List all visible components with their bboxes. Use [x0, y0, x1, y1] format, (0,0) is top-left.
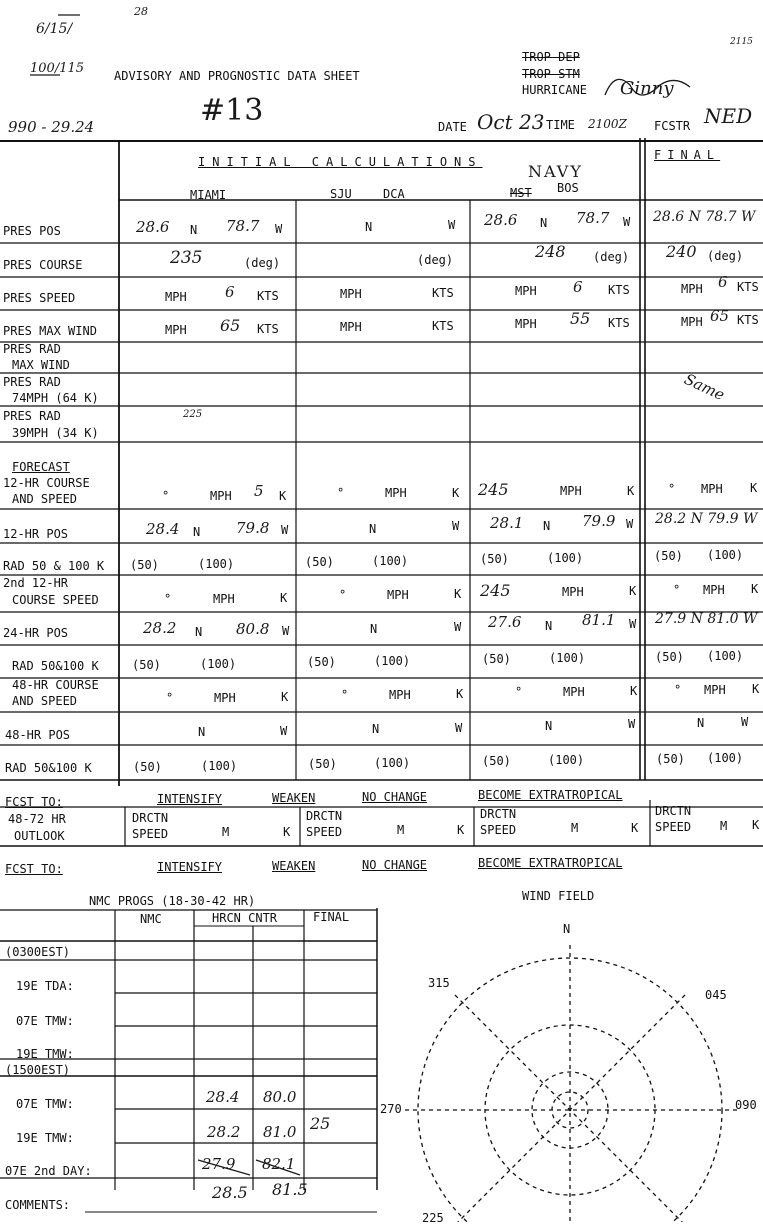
- option-extratropical: BECOME EXTRATROPICAL: [478, 788, 623, 802]
- initial-calculations-heading: INITIAL CALCULATIONS: [198, 155, 483, 169]
- cell-unit-r50: (50): [654, 549, 683, 563]
- progs-row-label: 19E TMW:: [16, 1131, 74, 1145]
- cell-unit-deg-sign: °: [166, 691, 174, 705]
- hw-final-pos: 28.6 N 78.7 W: [653, 209, 756, 225]
- type-option-trop-dep: TROP DEP: [522, 50, 580, 64]
- progs-row-label: 19E TDA:: [16, 979, 74, 993]
- cell-unit-r100: (100): [201, 759, 238, 773]
- cell-unit-w: W: [628, 717, 636, 731]
- m-label: M: [222, 825, 230, 839]
- time-label: TIME: [546, 118, 575, 132]
- comments-label: COMMENTS:: [5, 1198, 71, 1212]
- cell-unit-r50: (50): [308, 757, 337, 771]
- cell-unit-kts: KTS: [257, 322, 279, 336]
- cell-unit-deg-sign: °: [162, 489, 170, 503]
- hw-final-wind: 65: [710, 307, 730, 325]
- cell-unit-k: K: [627, 484, 635, 498]
- cell-unit-mph: MPH: [515, 317, 537, 331]
- cell-unit-mph: MPH: [701, 482, 723, 496]
- option-no-change: NO CHANGE: [362, 790, 428, 804]
- fcstr-label: FCSTR: [654, 119, 691, 133]
- cell-unit-deg: (deg): [593, 250, 630, 264]
- cell-unit-deg-sign: °: [674, 683, 682, 697]
- cell-unit-mph: MPH: [340, 320, 362, 334]
- row-label-48hr-course-b: AND SPEED: [12, 694, 78, 708]
- hw-navy-pos-w: 78.7: [576, 209, 610, 227]
- row-label-2nd-12hr-b: COURSE SPEED: [12, 593, 99, 607]
- cell-unit-r100: (100): [548, 753, 585, 767]
- final-heading: FINAL: [654, 148, 721, 162]
- option-no-change-2: NO CHANGE: [362, 858, 428, 872]
- cell-unit-deg-sign: °: [515, 685, 523, 699]
- wind-label-090: 090: [735, 1098, 757, 1112]
- wind-label-225: 225: [422, 1211, 444, 1225]
- cell-unit-w: W: [282, 624, 290, 638]
- cell-unit-k: K: [279, 489, 287, 503]
- m-label: M: [720, 819, 728, 833]
- cell-unit-r100: (100): [707, 751, 744, 765]
- hw-miami-speed: 6: [225, 283, 235, 301]
- hw-miami-24w: 80.8: [236, 620, 270, 638]
- cell-unit-w: W: [455, 721, 463, 735]
- col-sju: SJU: [330, 187, 352, 201]
- hw-final-speed: 6: [718, 273, 728, 291]
- progs-section-0300: (0300EST): [5, 945, 71, 959]
- cell-unit-mph: MPH: [385, 486, 407, 500]
- cell-unit-k: K: [456, 687, 464, 701]
- hw-miami-rad39: 225: [183, 409, 203, 420]
- cell-unit-mph: MPH: [214, 691, 236, 705]
- cell-unit-r50: (50): [133, 760, 162, 774]
- hw-progs-r6b: 82.1: [262, 1155, 296, 1173]
- cell-unit-deg-sign: °: [673, 583, 681, 597]
- hw-progs-r5b: 81.0: [263, 1123, 297, 1141]
- hw-topleft-1: 6/15/: [36, 21, 73, 37]
- row-label-pres-rad-3b: 39MPH (34 K): [12, 426, 99, 440]
- progs-title: NMC PROGS (18-30-42 HR): [89, 894, 256, 908]
- row-label-48hr-pos: 48-HR POS: [5, 728, 71, 742]
- cell-unit-mph: MPH: [560, 484, 582, 498]
- cell-unit-mph: MPH: [213, 592, 235, 606]
- hw-miami-12spd: 5: [254, 482, 264, 500]
- cell-unit-r100: (100): [547, 551, 584, 565]
- hw-miami-pos-w: 78.7: [226, 217, 260, 235]
- row-label-pres-rad-1: PRES RAD: [3, 342, 61, 356]
- row-label-48hr-course: 48-HR COURSE: [12, 678, 99, 692]
- row-label-pres-rad-2: PRES RAD: [3, 375, 61, 389]
- hw-final-12: 28.2 N 79.9 W: [655, 511, 758, 527]
- date-label: DATE: [438, 120, 467, 134]
- cell-unit-mph: MPH: [165, 323, 187, 337]
- col-dca: DCA: [383, 187, 405, 201]
- cell-unit-w: W: [280, 724, 288, 738]
- k-label: K: [457, 823, 465, 837]
- hw-progs-r6a: 27.9: [202, 1155, 236, 1173]
- row-label-forecast: FORECAST: [12, 460, 70, 474]
- cell-unit-r100: (100): [374, 654, 411, 668]
- progs-col-nmc: NMC: [140, 912, 162, 926]
- row-label-forecast-2: 12-HR COURSE: [3, 476, 90, 490]
- type-option-hurricane: HURRICANE: [522, 83, 588, 97]
- cell-unit-n: N: [540, 216, 548, 230]
- hw-navy-speed: 6: [573, 278, 583, 296]
- progs-row-label: 07E TMW:: [16, 1097, 74, 1111]
- cell-unit-r100: (100): [198, 557, 235, 571]
- cell-unit-kts: KTS: [432, 319, 454, 333]
- cell-unit-r50: (50): [130, 558, 159, 572]
- cell-unit-w: W: [275, 222, 283, 236]
- type-option-trop-stm: TROP STM: [522, 67, 580, 81]
- hw-progs-r5a: 28.2: [207, 1123, 241, 1141]
- cell-unit-r50: (50): [482, 754, 511, 768]
- col-mst: MST: [510, 186, 532, 200]
- hw-corner: 2115: [730, 37, 753, 47]
- hw-date: Oct 23: [477, 110, 545, 134]
- cell-unit-kts: KTS: [608, 283, 630, 297]
- hw-miami-wind: 65: [220, 316, 241, 335]
- col-miami: MIAMI: [190, 188, 227, 202]
- row-label-24hr-pos: 24-HR POS: [3, 626, 69, 640]
- progs-row-label: 07E 2nd DAY:: [5, 1164, 92, 1178]
- cell-unit-r100: (100): [372, 554, 409, 568]
- k-label: K: [752, 818, 760, 832]
- cell-unit-n: N: [372, 722, 380, 736]
- cell-unit-w: W: [623, 215, 631, 229]
- option-weaken: WEAKEN: [272, 791, 316, 805]
- cell-unit-w: W: [281, 523, 289, 537]
- cell-unit-deg: (deg): [707, 249, 744, 263]
- cell-unit-w: W: [448, 218, 456, 232]
- cell-unit-k: K: [752, 682, 760, 696]
- row-label-pres-max-wind: PRES MAX WIND: [3, 324, 97, 338]
- cell-unit-n: N: [365, 220, 373, 234]
- cell-unit-r50: (50): [656, 752, 685, 766]
- progs-col-hrcn: HRCN CNTR: [212, 911, 278, 925]
- outlook-label-1: 48-72 HR: [8, 812, 66, 826]
- cell-unit-n: N: [369, 522, 377, 536]
- cell-unit-k: K: [630, 684, 638, 698]
- hw-progs-r5c: 25: [310, 1114, 331, 1133]
- page-title: ADVISORY AND PROGNOSTIC DATA SHEET: [114, 69, 360, 83]
- drctn-label: DRCTN: [655, 804, 692, 818]
- cell-unit-k: K: [280, 591, 288, 605]
- drctn-label: DRCTN: [306, 809, 343, 823]
- drctn-label: DRCTN: [480, 807, 517, 821]
- cell-unit-mph: MPH: [340, 287, 362, 301]
- cell-unit-r100: (100): [549, 651, 586, 665]
- cell-unit-k: K: [281, 690, 289, 704]
- wind-label-315: 315: [428, 976, 450, 990]
- hw-navy-12crs: 245: [478, 480, 509, 499]
- cell-unit-k: K: [452, 486, 460, 500]
- cell-unit-k: K: [751, 582, 759, 596]
- option-weaken-2: WEAKEN: [272, 859, 316, 873]
- drctn-label: DRCTN: [132, 811, 169, 825]
- speed-label: SPEED: [306, 825, 343, 839]
- cell-unit-r50: (50): [655, 650, 684, 664]
- hw-progs-r6d: 81.5: [272, 1180, 308, 1199]
- hw-navy-2crs: 245: [480, 581, 511, 600]
- cell-unit-mph: MPH: [704, 683, 726, 697]
- hw-miami-12w: 79.8: [236, 519, 270, 537]
- option-extratropical-2: BECOME EXTRATROPICAL: [478, 856, 623, 870]
- hw-progs-r4b: 80.0: [263, 1088, 297, 1106]
- hw-navy-24n: 27.6: [488, 613, 522, 631]
- speed-label: SPEED: [655, 820, 692, 834]
- cell-unit-k: K: [454, 587, 462, 601]
- speed-label: SPEED: [480, 823, 517, 837]
- hw-navy-pos-n: 28.6: [484, 211, 518, 229]
- hw-miami-24n: 28.2: [143, 619, 177, 637]
- hw-miami-12n: 28.4: [146, 520, 180, 538]
- cell-unit-mph: MPH: [165, 290, 187, 304]
- row-label-pres-speed: PRES SPEED: [3, 291, 76, 305]
- cell-unit-kts: KTS: [608, 316, 630, 330]
- cell-unit-r50: (50): [307, 655, 336, 669]
- cell-unit-mph: MPH: [681, 282, 703, 296]
- row-label-pres-rad-1b: MAX WIND: [12, 358, 70, 372]
- cell-unit-n: N: [193, 525, 201, 539]
- hw-navy-24w: 81.1: [582, 611, 616, 629]
- cell-unit-mph: MPH: [210, 489, 232, 503]
- cell-unit-k: K: [750, 481, 758, 495]
- cell-unit-deg-sign: °: [341, 688, 349, 702]
- cell-unit-mph: MPH: [515, 284, 537, 298]
- cell-unit-r100: (100): [707, 548, 744, 562]
- hw-advisory-number: #13: [200, 93, 264, 128]
- hw-miami-pos-n: 28.6: [136, 218, 170, 236]
- cell-unit-mph: MPH: [681, 315, 703, 329]
- row-label-rad-50-100-a: RAD 50 & 100 K: [3, 559, 105, 573]
- fcst-to-label-2: FCST TO:: [5, 862, 63, 876]
- hw-navy-12w: 79.9: [582, 512, 616, 530]
- row-label-pres-rad-2b: 74MPH (64 K): [12, 391, 99, 405]
- hw-navy-12n: 28.1: [490, 514, 524, 532]
- row-label-forecast-3: AND SPEED: [12, 492, 78, 506]
- row-label-2nd-12hr: 2nd 12-HR: [3, 576, 69, 590]
- cell-unit-kts: KTS: [737, 313, 759, 327]
- cell-unit-deg-sign: °: [164, 592, 172, 606]
- cell-unit-kts: KTS: [257, 289, 279, 303]
- progs-row-label: 07E TMW:: [16, 1014, 74, 1028]
- option-intensify: INTENSIFY: [157, 792, 223, 806]
- row-label-pres-rad-3: PRES RAD: [3, 409, 61, 423]
- cell-unit-kts: KTS: [432, 286, 454, 300]
- progs-row-label: 19E TMW:: [16, 1047, 74, 1061]
- hw-time: 2100Z: [588, 117, 627, 131]
- cell-unit-mph: MPH: [703, 583, 725, 597]
- cell-unit-deg-sign: °: [337, 486, 345, 500]
- hw-topleft-2: 28: [134, 5, 148, 18]
- cell-unit-r50: (50): [482, 652, 511, 666]
- row-label-pres-pos: PRES POS: [3, 224, 61, 238]
- cell-unit-mph: MPH: [563, 685, 585, 699]
- hw-final-24: 27.9 N 81.0 W: [655, 611, 758, 627]
- cell-unit-n: N: [545, 619, 553, 633]
- wind-label-270: 270: [380, 1102, 402, 1116]
- cell-unit-w: W: [452, 519, 460, 533]
- cell-unit-n: N: [543, 519, 551, 533]
- cell-unit-n: N: [198, 725, 206, 739]
- cell-unit-deg-sign: °: [339, 588, 347, 602]
- cell-unit-deg-sign: °: [668, 482, 676, 496]
- progs-col-final: FINAL: [313, 910, 350, 924]
- hw-miami-course: 235: [170, 248, 203, 268]
- hw-navy-wind: 55: [570, 309, 591, 328]
- cell-unit-k: K: [629, 584, 637, 598]
- cell-unit-r50: (50): [132, 658, 161, 672]
- cell-unit-r100: (100): [374, 756, 411, 770]
- hw-final-course: 240: [666, 242, 697, 261]
- hw-forecaster: NED: [704, 104, 753, 128]
- hw-storm-name: Ginny: [620, 78, 674, 99]
- k-label: K: [283, 825, 291, 839]
- wind-label-n: N: [563, 922, 571, 936]
- wind-label-045: 045: [705, 988, 727, 1002]
- cell-unit-mph: MPH: [389, 688, 411, 702]
- cell-unit-deg: (deg): [244, 256, 281, 270]
- cell-unit-r50: (50): [480, 552, 509, 566]
- cell-unit-n: N: [697, 716, 705, 730]
- m-label: M: [571, 821, 579, 835]
- row-label-rad-50-100-b: RAD 50&100 K: [12, 659, 99, 673]
- m-label: M: [397, 823, 405, 837]
- cell-unit-r100: (100): [707, 649, 744, 663]
- speed-label: SPEED: [132, 827, 169, 841]
- cell-unit-w: W: [629, 617, 637, 631]
- cell-unit-w: W: [741, 715, 749, 729]
- cell-unit-w: W: [626, 517, 634, 531]
- outlook-label-2: OUTLOOK: [14, 829, 65, 843]
- cell-unit-kts: KTS: [737, 280, 759, 294]
- hw-progs-r4a: 28.4: [206, 1088, 240, 1106]
- cell-unit-n: N: [190, 223, 198, 237]
- cell-unit-n: N: [370, 622, 378, 636]
- option-intensify-2: INTENSIFY: [157, 860, 223, 874]
- hw-topleft-3: 100/115: [30, 61, 85, 76]
- fcst-to-label: FCST TO:: [5, 795, 63, 809]
- hw-progs-r6c: 28.5: [212, 1183, 248, 1202]
- cell-unit-n: N: [545, 719, 553, 733]
- col-bos: BOS: [557, 181, 579, 195]
- cell-unit-mph: MPH: [387, 588, 409, 602]
- hw-navy-course: 248: [535, 242, 566, 261]
- cell-unit-n: N: [195, 625, 203, 639]
- hw-col-navy: NAVY: [528, 162, 583, 181]
- row-label-rad-50-100-c: RAD 50&100 K: [5, 761, 92, 775]
- k-label: K: [631, 821, 639, 835]
- hw-final-rad-same: Same: [681, 369, 728, 405]
- hw-topleft-4: 990 - 29.24: [8, 118, 95, 136]
- cell-unit-r100: (100): [200, 657, 237, 671]
- progs-section-1500: (1500EST): [5, 1063, 71, 1077]
- cell-unit-deg: (deg): [417, 253, 454, 267]
- cell-unit-w: W: [454, 620, 462, 634]
- row-label-pres-course: PRES COURSE: [3, 258, 83, 272]
- row-label-12hr-pos: 12-HR POS: [3, 527, 69, 541]
- wind-field-title: WIND FIELD: [522, 889, 595, 903]
- cell-unit-r50: (50): [305, 555, 334, 569]
- cell-unit-mph: MPH: [562, 585, 584, 599]
